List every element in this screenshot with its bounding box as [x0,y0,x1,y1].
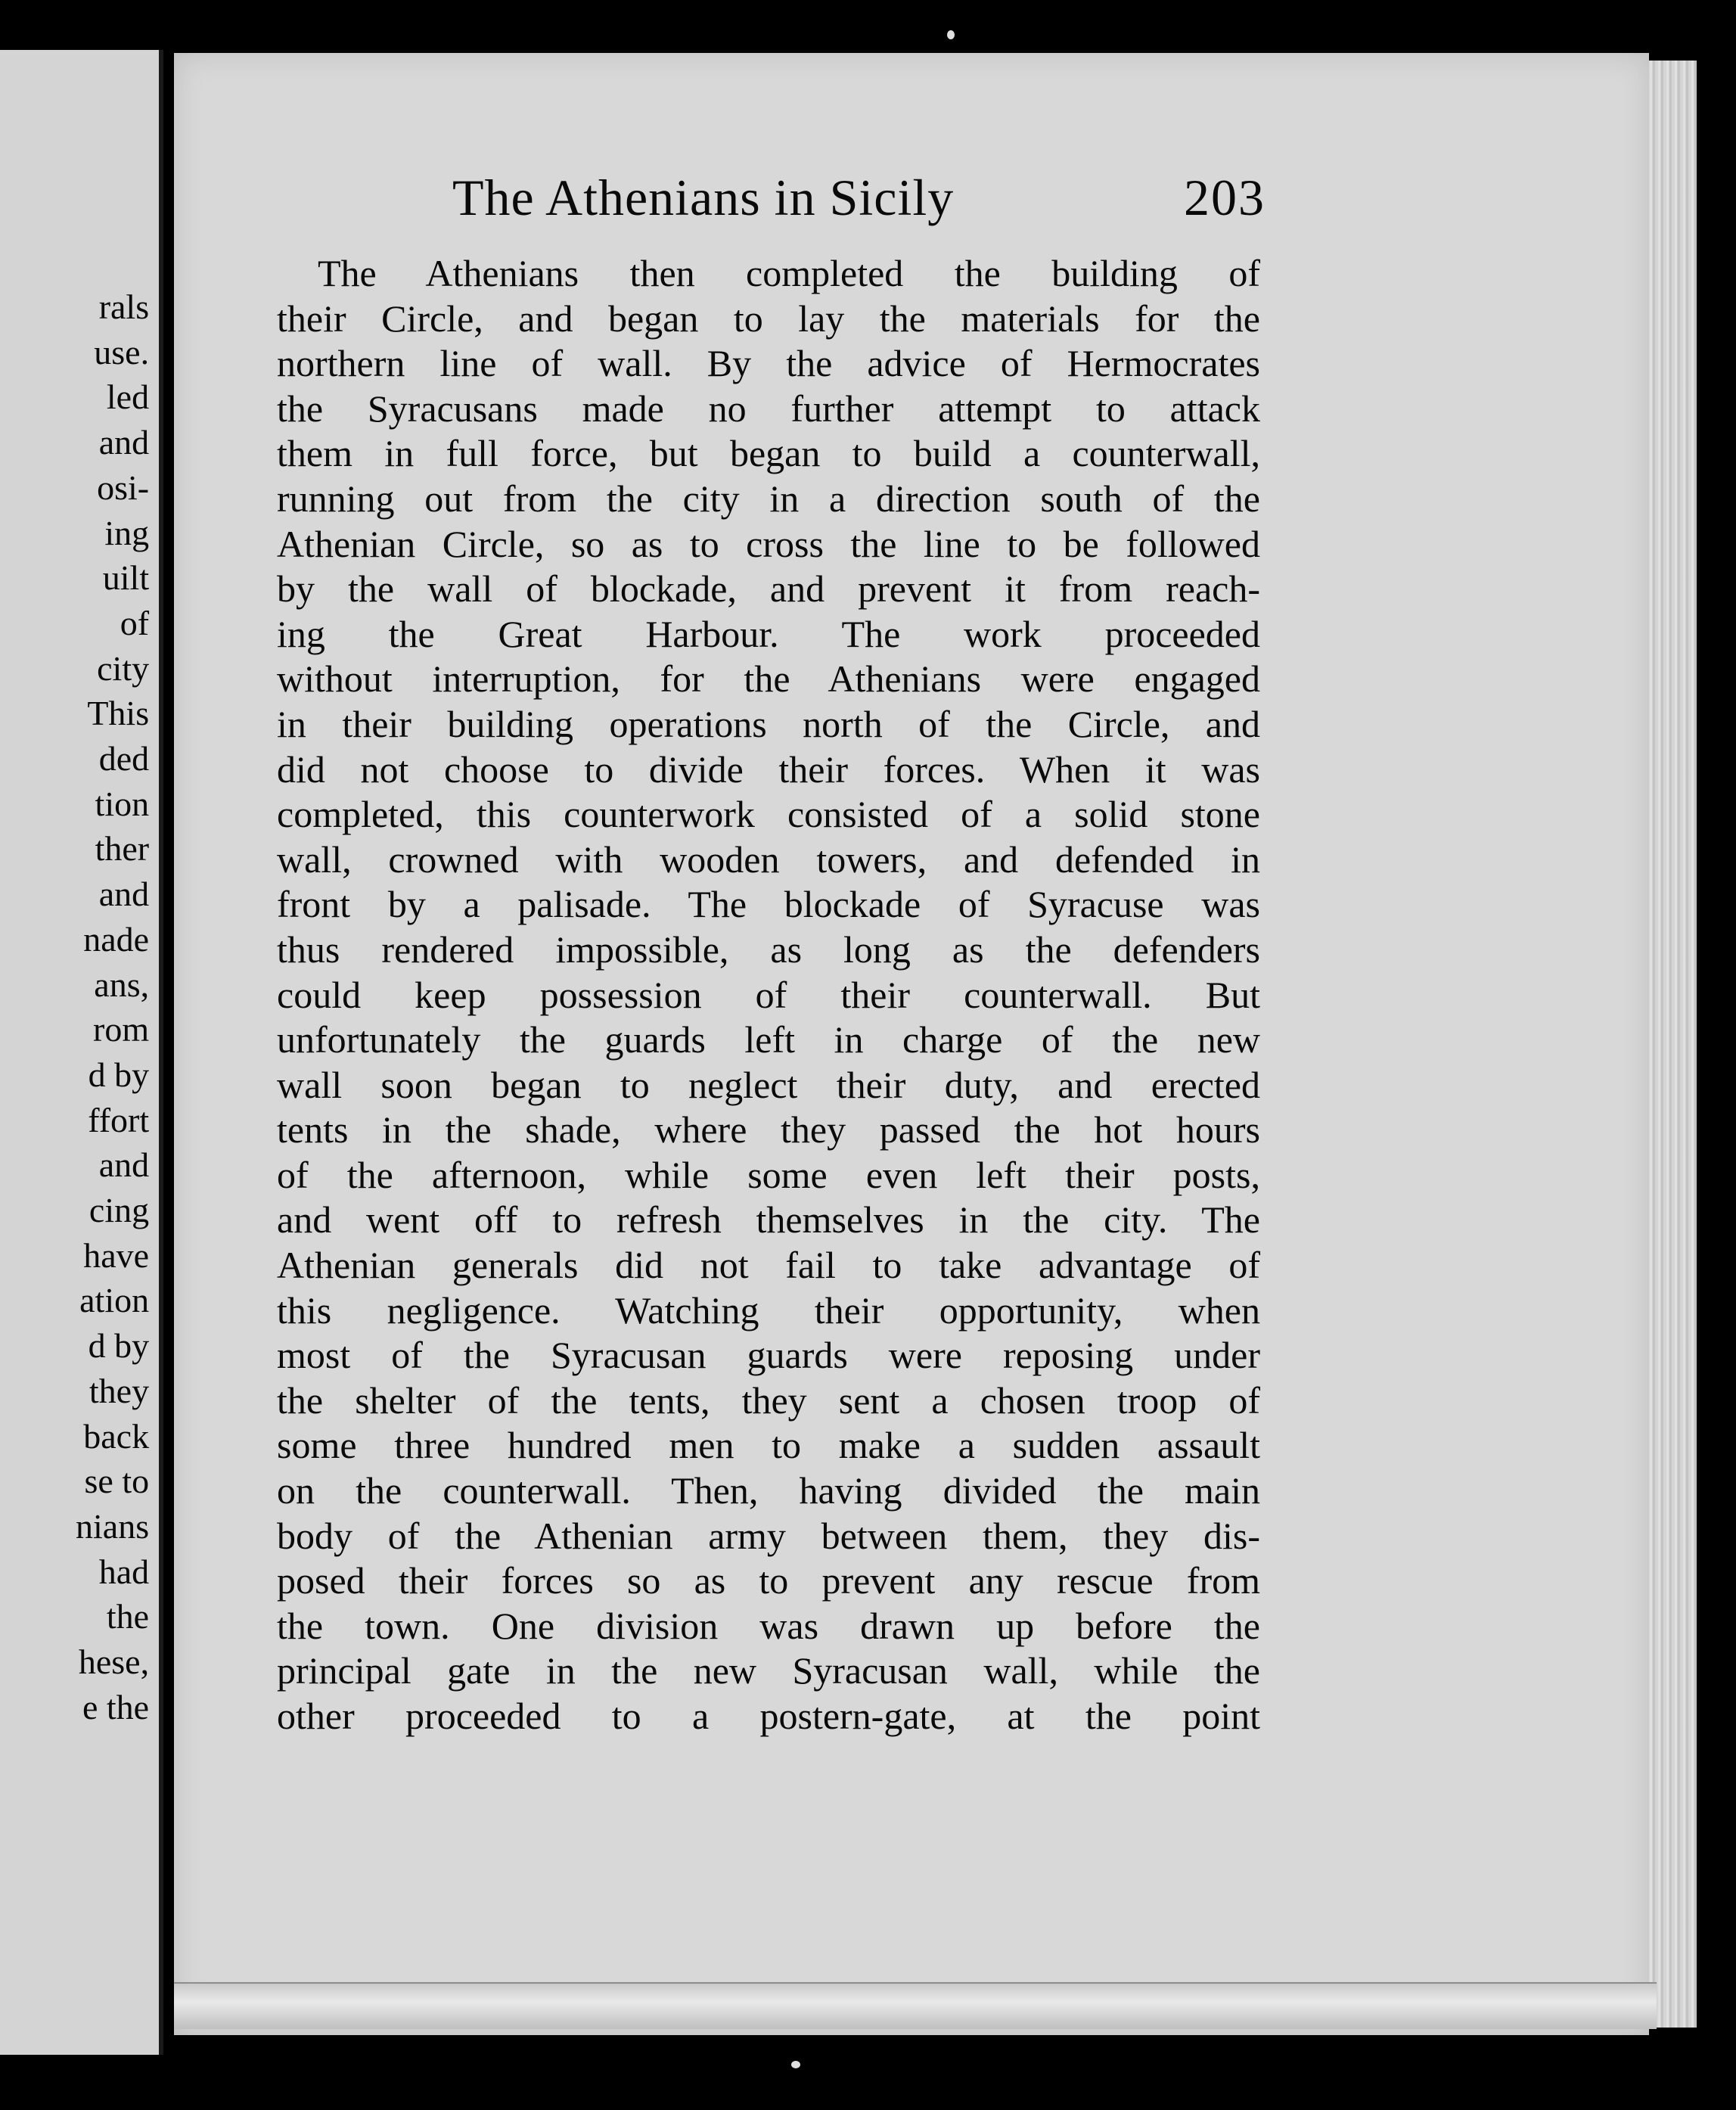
text-line: the Syracusans made no further attempt to attack [277,387,1260,430]
body-text [277,251,1260,1739]
running-title: The Athenians in Sicily [452,169,955,226]
text-line: could keep possession of their counterwall. But [277,973,1260,1016]
left-page-line: the [106,1597,150,1636]
left-page-line: osi- [97,468,150,507]
left-page-line: use. [94,332,150,371]
left-page-line: cing [89,1191,150,1230]
text-line: by the wall of blockade, and prevent it from reach- [277,567,1260,611]
left-page-line: led [106,378,150,417]
text-line: The Athenians then completed the building of [318,252,1260,294]
left-page-line: d by [88,1326,150,1366]
left-page-line: e the [82,1687,150,1726]
left-page-line: rom [93,1010,150,1049]
text-line: on the counterwall. Then, having divided the main [277,1469,1260,1512]
left-page-text [76,284,149,1730]
left-page-line: back [83,1416,150,1456]
scan-speck [791,2061,800,2068]
left-page-line: nians [76,1506,150,1546]
left-page-line: ded [98,739,150,778]
text-line: posed their forces so as to prevent any rescue from [277,1559,1260,1602]
text-line: the shelter of the tents, they sent a chosen troop of [277,1378,1260,1422]
left-page-line: ing [104,513,150,552]
text-line: running out from the city in a direction south of the [277,477,1260,520]
left-page-line: rals [98,287,150,326]
left-page-line: and [98,875,150,914]
text-line: principal gate in the new Syracusan wall, while the [277,1649,1260,1692]
text-line: northern line of wall. By the advice of Hermocrates [277,342,1260,385]
scan-speck [947,30,955,39]
left-facing-page [0,50,163,2055]
left-page-line: d by [88,1055,150,1094]
text-line: did not choose to divide their forces. When it was [277,747,1260,791]
text-line: some three hundred men to make a sudden assault [277,1424,1260,1467]
left-page-line: and [98,423,150,462]
text-line: front by a palisade. The blockade of Syracuse was [277,883,1260,926]
left-page-line: se to [84,1462,150,1501]
text-line: ing the Great Harbour. The work proceeded [277,612,1260,655]
text-line: tents in the shade, where they passed the hot hours [277,1108,1260,1151]
text-line: this negligence. Watching their opportunity, when [277,1288,1260,1332]
text-line: the town. One division was drawn up before the [277,1604,1260,1647]
text-line: completed, this counterwork consisted of a solid stone [277,793,1260,836]
text-line: Athenian Circle, so as to cross the line to be followed [277,522,1260,565]
left-page-line: uilt [102,558,150,598]
left-page-line: ffort [88,1100,150,1139]
left-page-line: This [87,694,150,733]
left-page-line: ther [95,829,150,869]
left-page-line: city [97,648,150,688]
left-page-line: ans, [94,965,150,1004]
text-line: thus rendered impossible, as long as the defenders [277,928,1260,971]
page-number: 203 [1184,169,1266,226]
left-page-line: tion [95,784,150,823]
text-line: wall, crowned with wooden towers, and defended in [277,837,1260,881]
page-header [452,168,1266,228]
left-page-line: had [98,1552,150,1591]
left-page-line: nade [83,919,150,959]
text-line: of the afternoon, while some even left their posts, [277,1153,1260,1196]
page-stack-bottom [174,1982,1657,2029]
text-line: body of the Athenian army between them, they dis- [277,1514,1260,1557]
text-line: other proceeded to a postern-gate, at the point [277,1695,1260,1737]
text-line: them in full force, but began to build a counterwall, [277,432,1260,475]
text-line: without interruption, for the Athenians were engaged [277,657,1260,701]
text-line: their Circle, and began to lay the materials for the [277,297,1260,340]
left-page-line: ation [79,1281,150,1320]
text-line: Athenian generals did not fail to take advantage of [277,1244,1260,1287]
left-page-line: of [120,603,150,642]
text-line: wall soon began to neglect their duty, and erected [277,1063,1260,1106]
text-line: unfortunately the guards left in charge of the new [277,1018,1260,1061]
left-page-line: hese, [78,1642,150,1682]
text-line: and went off to refresh themselves in the city. The [277,1198,1260,1241]
left-page-line: and [98,1145,150,1185]
text-line: most of the Syracusan guards were reposing under [277,1334,1260,1377]
left-page-line: they [89,1371,150,1410]
left-page-line: have [83,1235,150,1275]
text-line: in their building operations north of the Circle, and [277,702,1260,745]
